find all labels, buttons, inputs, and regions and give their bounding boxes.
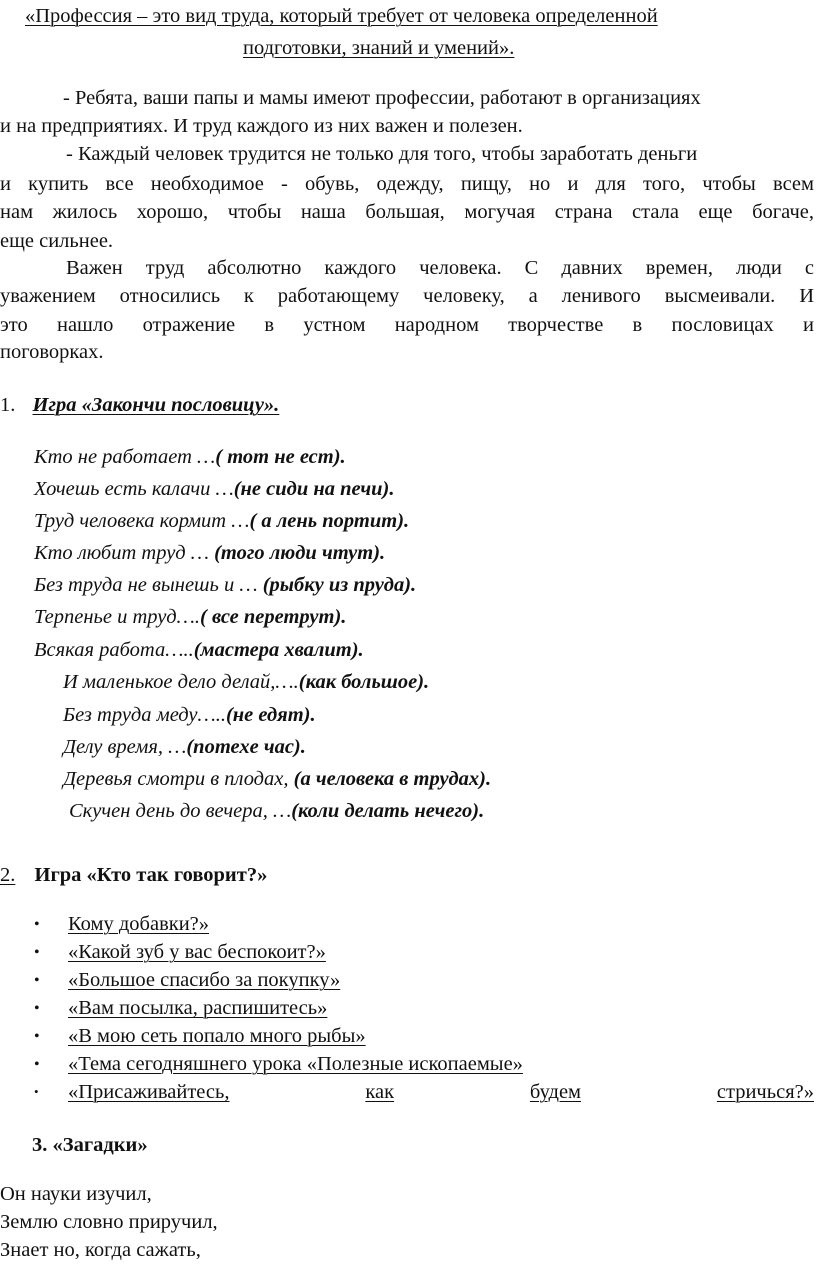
bullet-icon: •	[34, 1084, 39, 1099]
riddle-line-0: Он науки изучил,	[0, 1183, 152, 1205]
game2-item-1: «Какой зуб у вас беспокоит?»	[68, 941, 326, 963]
game2-item-6-word: стричься?»	[716, 1081, 814, 1103]
proverb-3	[34, 543, 385, 564]
proverb-end: (потехе час).	[186, 736, 306, 758]
game2-heading	[0, 865, 267, 886]
proverb-9	[63, 737, 306, 758]
intro-p1-line-2: и на предприятиях. И труд каждого из них важен и полезен.	[0, 115, 523, 137]
riddle-line-2: Знает но, когда сажать,	[0, 1239, 201, 1261]
game2-item-6-word: «Присаживайтесь,	[68, 1081, 230, 1103]
proverb-start: Делу время, …	[63, 736, 187, 758]
bullet-icon: •	[34, 1056, 40, 1073]
proverb-start: Скучен день до вечера, …	[69, 800, 292, 822]
game2-item-6	[68, 1082, 814, 1103]
game2-item-2: «Большое спасибо за покупку»	[68, 969, 341, 991]
proverb-end: (как большое).	[298, 671, 430, 693]
game2-item-0: Кому добавки?»	[68, 913, 210, 935]
proverb-end: (а человека в трудах).	[293, 768, 492, 790]
bullet-icon: •	[34, 1028, 40, 1045]
proverb-start: Труд человека кормит …	[34, 510, 250, 532]
proverb-2	[34, 511, 409, 532]
proverb-start: Кто любит труд …	[34, 542, 215, 564]
intro-p1-line-1: - Ребята, ваши папы и мамы имеют профессии, работают в организациях	[63, 87, 701, 109]
proverb-end: (мастера хвалит).	[193, 639, 364, 661]
proverb-end: (не сиди на печи).	[233, 478, 395, 500]
proverb-7	[63, 672, 429, 693]
proverb-start: Хочешь есть калачи …	[34, 478, 234, 500]
game2-item-6-word: как	[365, 1081, 395, 1103]
proverb-11	[69, 801, 484, 822]
proverb-5	[34, 607, 346, 628]
game2-item-5: «Тема сегодняшнего урока «Полезные ископаемые»	[68, 1053, 523, 1075]
heading-line-2: подготовки, знаний и умений».	[243, 37, 515, 59]
intro-p3-line-2: уважением относились к работающему человеку, а ленивого высмеивали. И	[0, 285, 814, 307]
game1-heading	[0, 395, 279, 416]
proverb-end: ( все перетрут).	[200, 606, 347, 628]
proverb-end: (рыбку из пруда).	[262, 574, 417, 596]
intro-p2-line-2: и купить все необходимое - обувь, одежду, пищу, но и для того, чтобы всем	[0, 173, 814, 195]
proverb-8	[63, 705, 316, 726]
proverb-6	[34, 640, 364, 661]
game1-title: Игра «Закончи пословицу».	[32, 394, 280, 416]
proverb-end: (не едят).	[225, 704, 316, 726]
game2-item-3: «Вам посылка, распишитесь»	[68, 997, 328, 1019]
game1-number: 1.	[0, 394, 16, 416]
proverb-start: Всякая работа…..	[34, 639, 194, 661]
proverb-10	[63, 769, 491, 790]
heading-line-1: «Профессия – это вид труда, который требует от человека определенной	[25, 5, 658, 27]
proverb-4	[34, 575, 416, 596]
intro-p2-line-3: нам жилось хорошо, чтобы наша большая, могучая страна стала еще богаче,	[0, 201, 814, 223]
game2-number: 2.	[0, 864, 16, 886]
proverb-start: Без труда не вынешь и …	[34, 574, 263, 596]
proverb-end: (коли делать нечего).	[291, 800, 485, 822]
bullet-icon: •	[34, 944, 40, 961]
proverb-end: ( а лень портит).	[249, 510, 410, 532]
game2-item-4: «В мою сеть попало много рыбы»	[68, 1025, 366, 1047]
proverb-0	[34, 447, 346, 468]
intro-p2-line-4: еще сильнее.	[0, 230, 114, 252]
proverb-start: Деревья смотри в плодах,	[63, 768, 294, 790]
bullet-icon: •	[34, 972, 40, 989]
game2-item-6-word: будем	[529, 1081, 582, 1103]
bullet-icon: •	[34, 1000, 40, 1017]
intro-p2-line-1: - Каждый человек трудится не только для того, чтобы заработать деньги	[66, 143, 698, 165]
proverb-start: И маленькое дело делай,….	[63, 671, 299, 693]
proverb-1	[34, 479, 394, 500]
game3-heading: 3. «Загадки»	[32, 1134, 148, 1156]
proverb-start: Без труда меду…..	[63, 704, 226, 726]
game2-title: Игра «Кто так говорит?»	[34, 864, 268, 886]
bullet-icon: •	[34, 916, 40, 933]
intro-p3-line-1: Важен труд абсолютно каждого человека. С давних времен, люди с	[66, 257, 814, 279]
proverb-end: ( тот не ест).	[215, 446, 346, 468]
proverb-start: Терпенье и труд….	[34, 606, 201, 628]
proverb-end: (того люди чтут).	[214, 542, 386, 564]
riddle-line-1: Землю словно приручил,	[0, 1211, 218, 1233]
intro-p3-line-3: это нашло отражение в устном народном творчестве в пословицах и	[0, 314, 814, 336]
proverb-start: Кто не работает …	[34, 446, 216, 468]
intro-p3-line-4: поговорках.	[0, 341, 104, 363]
